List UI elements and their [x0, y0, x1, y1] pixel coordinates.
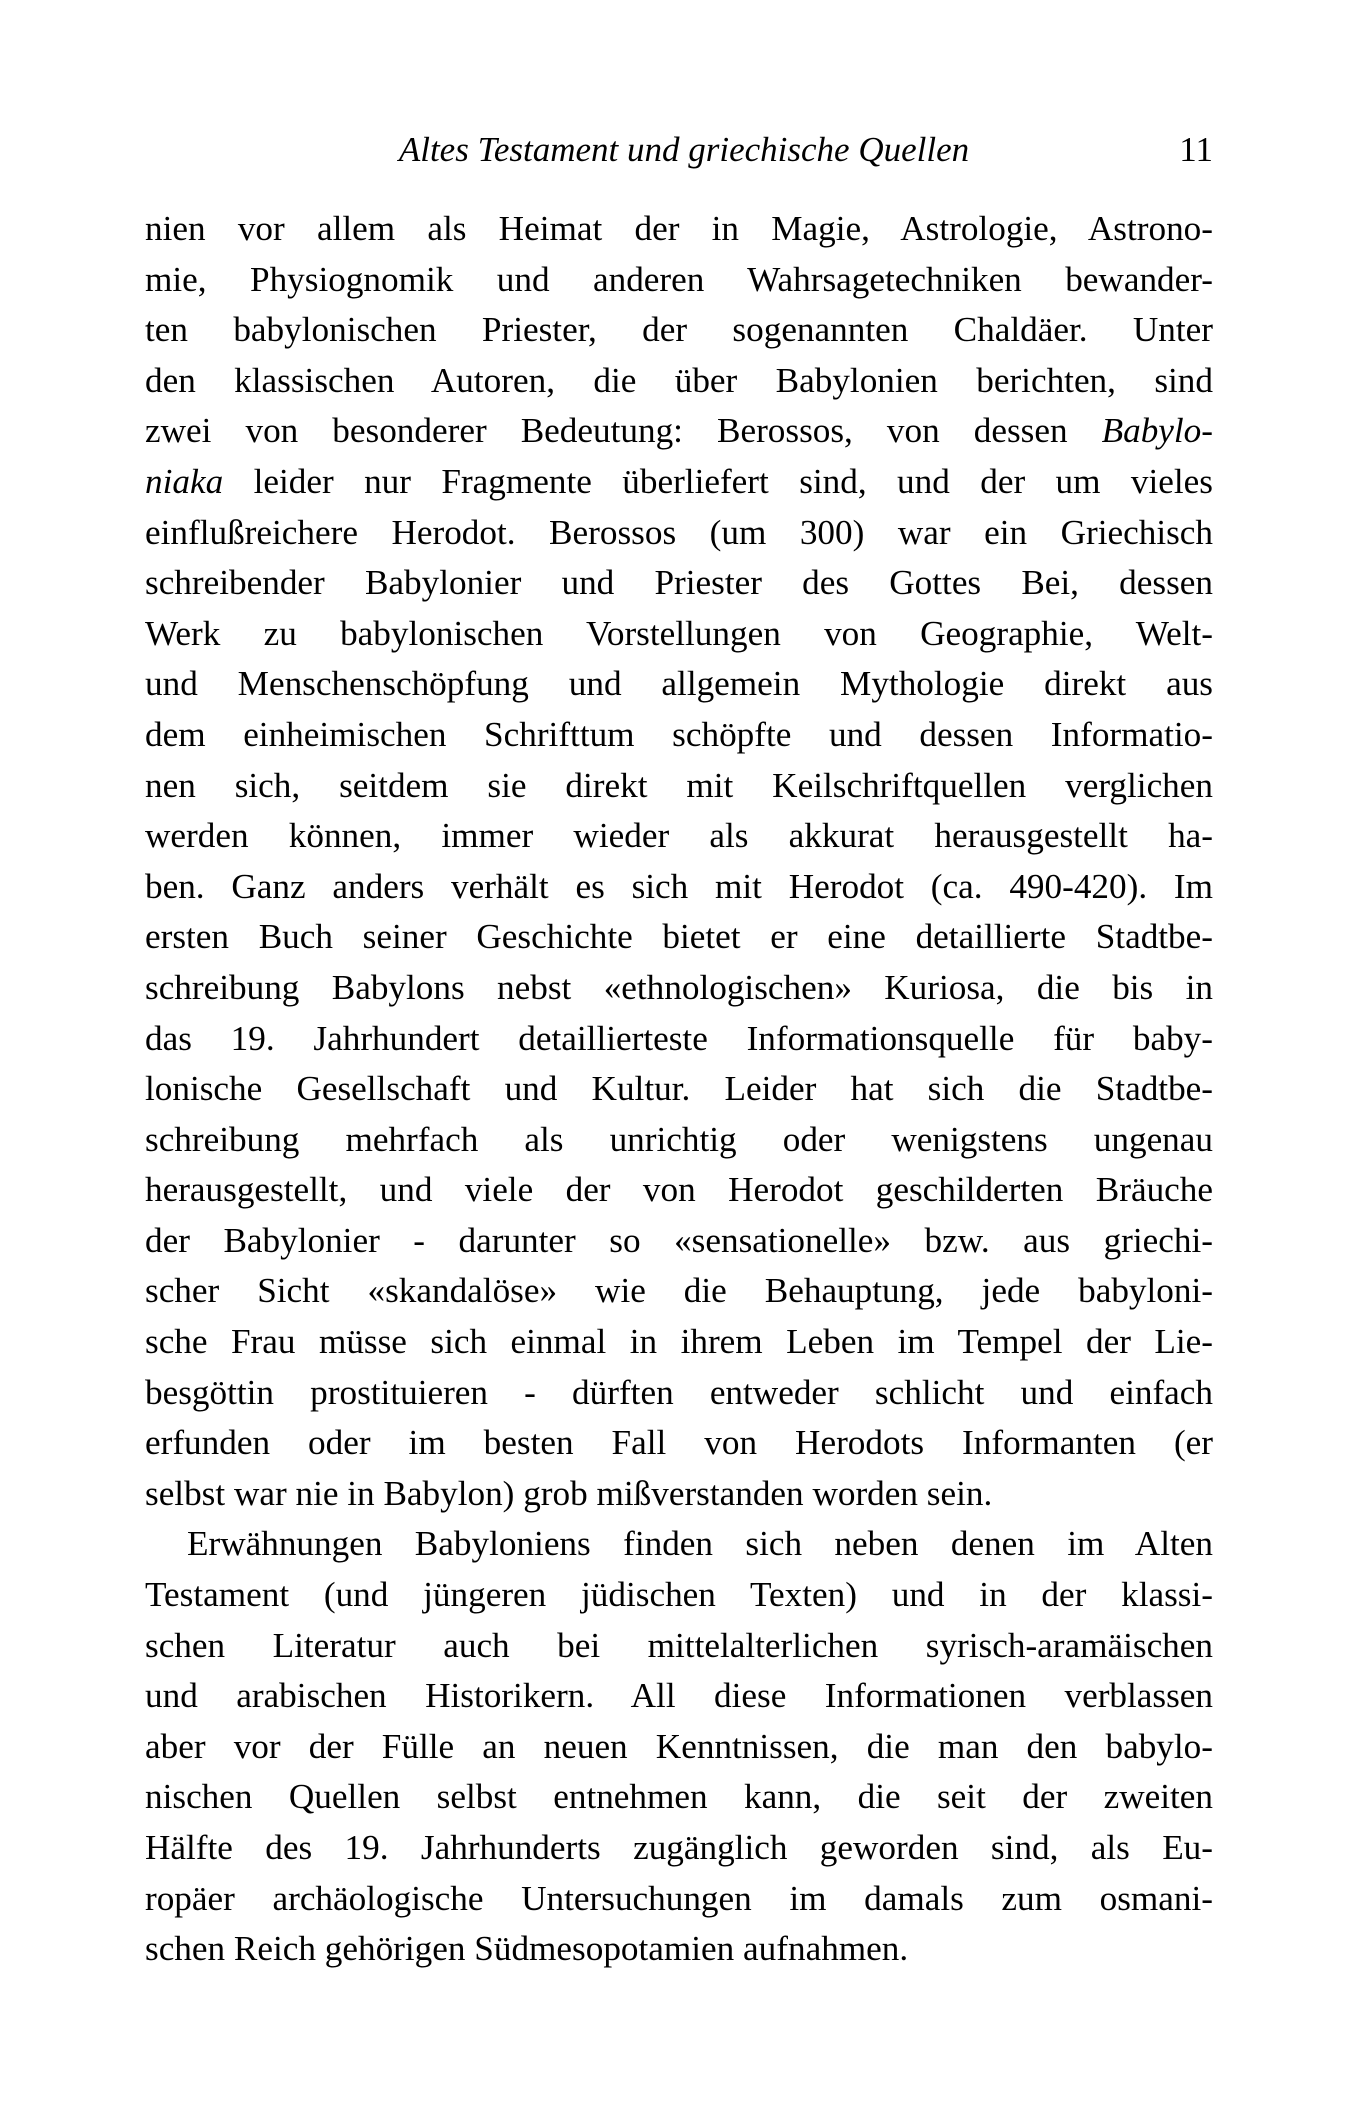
text-line: nen sich, seitdem sie direkt mit Keilschriftquellen verglichen: [145, 765, 1213, 805]
text-line: einflußreichere Herodot. Berossos (um 300) war ein Griechisch: [145, 512, 1213, 552]
page-number: 11: [1179, 130, 1213, 169]
text-line: schreibung mehrfach als unrichtig oder wenigstens ungenau: [145, 1119, 1213, 1159]
text-line: Hälfte des 19. Jahrhunderts zugänglich geworden sind, als Eu-: [145, 1828, 1213, 1867]
text-line: lonische Gesellschaft und Kultur. Leider hat sich die Stadtbe-: [145, 1069, 1213, 1109]
text-line: schen Reich gehörigen Südmesopotamien aufnahmen.: [145, 1929, 909, 1969]
text-line: besgöttin prostituieren - dürften entweder schlicht und einfach: [145, 1372, 1213, 1412]
text-line: scher Sicht «skandalöse» wie die Behauptung, jede babyloni-: [145, 1271, 1213, 1311]
text-segment: leider nur Fragmente überliefert sind, und der um vieles: [253, 461, 1213, 501]
text-line: und arabischen Historikern. All diese Informationen verblassen: [145, 1676, 1213, 1716]
text-line: Testament (und jüngeren jüdischen Texten) und in der klassi-: [145, 1575, 1213, 1615]
text-line: herausgestellt, und viele der von Herodot geschilderten Bräuche: [145, 1170, 1213, 1210]
text-line: Erwähnungen Babyloniens finden sich neben denen im Alten: [187, 1524, 1213, 1564]
paragraph-2: [145, 1519, 1213, 1974]
text-line: und Menschenschöpfung und allgemein Mythologie direkt aus: [145, 664, 1213, 704]
text-line: nischen Quellen selbst entnehmen kann, die seit der zweiten: [145, 1777, 1213, 1817]
book-title-italic: Babylo-: [1101, 411, 1213, 451]
text-line: das 19. Jahrhundert detaillierteste Informationsquelle für baby-: [145, 1018, 1213, 1058]
text-line: schen Literatur auch bei mittelalterlichen syrisch-aramäischen: [145, 1625, 1213, 1665]
text-line: ropäer archäologische Untersuchungen im damals zum osmani-: [145, 1878, 1213, 1918]
text-line: werden können, immer wieder als akkurat herausgestellt ha-: [145, 816, 1213, 856]
text-line: erfunden oder im besten Fall von Herodots Informanten (er: [145, 1423, 1213, 1463]
text-line: ersten Buch seiner Geschichte bietet er eine detaillierte Stadtbe-: [145, 917, 1213, 957]
text-line: der Babylonier - darunter so «sensationelle» bzw. aus griechi-: [145, 1220, 1213, 1260]
paragraph-1: [145, 204, 1213, 1519]
text-line: ten babylonischen Priester, der sogenannten Chaldäer. Unter: [145, 310, 1213, 350]
text-line: ben. Ganz anders verhält es sich mit Herodot (ca. 490-420). Im: [145, 866, 1213, 906]
body-text: [145, 204, 1213, 1975]
text-line: [145, 457, 1213, 508]
text-line: schreibender Babylonier und Priester des Gottes Bei, dessen: [145, 563, 1213, 603]
text-line: nien vor allem als Heimat der in Magie, Astrologie, Astrono-: [145, 209, 1213, 248]
text-line: dem einheimischen Schrifttum schöpfte und dessen Informatio-: [145, 714, 1213, 754]
text-line: sche Frau müsse sich einmal in ihrem Leben im Tempel der Lie-: [145, 1322, 1213, 1362]
book-title-italic: niaka: [145, 461, 224, 501]
running-title: Altes Testament und griechische Quellen: [398, 130, 970, 169]
text-line: mie, Physiognomik und anderen Wahrsagetechniken bewander-: [145, 259, 1213, 299]
text-line: [145, 406, 1213, 457]
text-line: Werk zu babylonischen Vorstellungen von Geographie, Welt-: [145, 613, 1213, 653]
text-segment: zwei von besonderer Bedeutung: Berossos, von dessen: [145, 411, 1068, 451]
page-header: [145, 130, 1213, 180]
text-line: schreibung Babylons nebst «ethnologischen» Kuriosa, die bis in: [145, 967, 1213, 1007]
text-line: den klassischen Autoren, die über Babylonien berichten, sind: [145, 360, 1213, 400]
text-line: selbst war nie in Babylon) grob mißverstanden worden sein.: [145, 1473, 993, 1513]
text-line: aber vor der Fülle an neuen Kenntnissen, die man den babylo-: [145, 1726, 1213, 1766]
